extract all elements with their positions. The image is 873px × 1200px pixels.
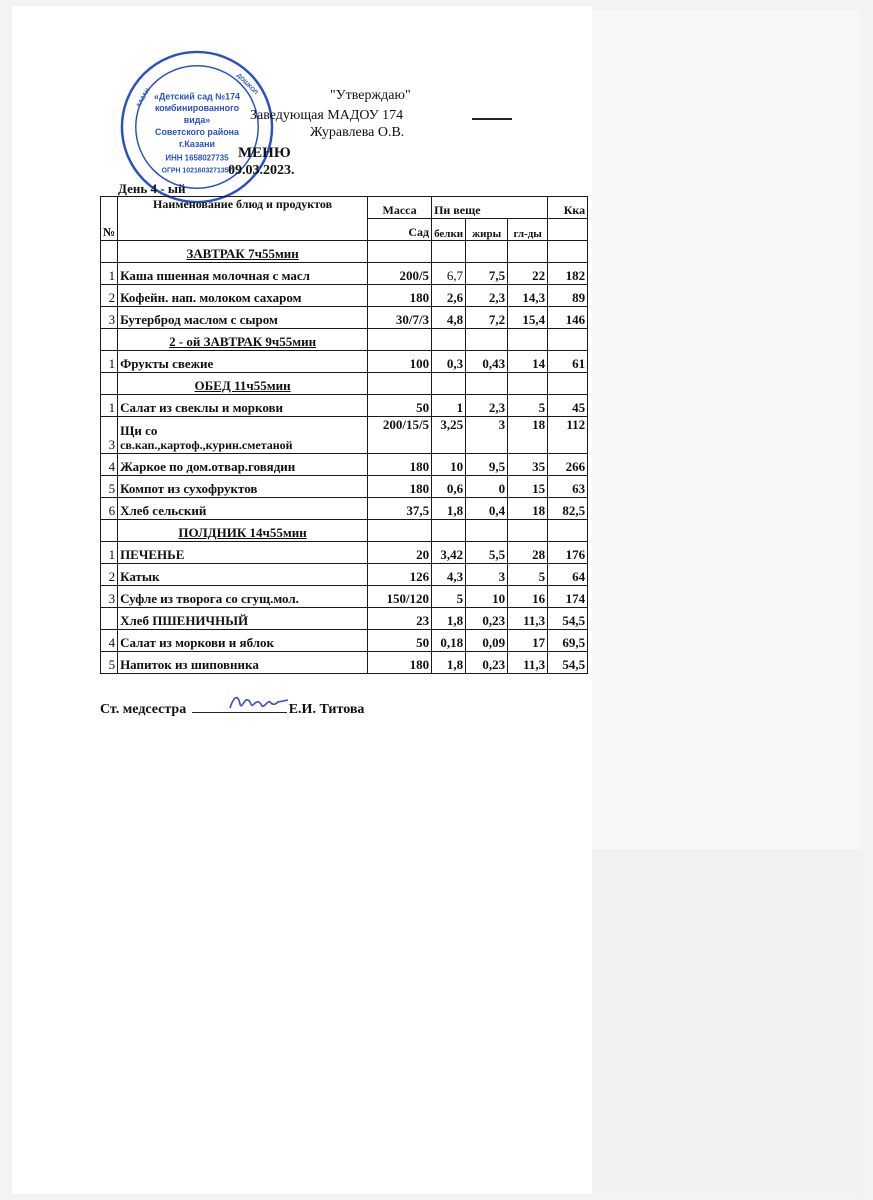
item-kcal: 63 bbox=[548, 476, 588, 498]
item-carbs: 16 bbox=[508, 586, 548, 608]
section-title: ОБЕД 11ч55мин bbox=[118, 373, 368, 395]
item-kcal: 112 bbox=[548, 417, 588, 454]
menu-item-row bbox=[101, 652, 588, 674]
header-empty bbox=[548, 219, 588, 241]
item-fats: 3 bbox=[466, 417, 508, 454]
item-name: Каша пшенная молочная с масл bbox=[118, 263, 368, 285]
menu-item-row bbox=[101, 564, 588, 586]
section-title: ПОЛДНИК 14ч55мин bbox=[118, 520, 368, 542]
svg-text:вида»: вида» bbox=[183, 115, 211, 126]
item-index: 6 bbox=[101, 498, 118, 520]
item-proteins: 10 bbox=[432, 454, 466, 476]
item-proteins: 0,18 bbox=[432, 630, 466, 652]
item-fats: 0 bbox=[466, 476, 508, 498]
item-name-line2: св.кап.,картоф.,курин.сметаной bbox=[120, 438, 293, 452]
item-mass: 50 bbox=[368, 395, 432, 417]
svg-text:комбинированного: комбинированного bbox=[154, 103, 240, 114]
item-kcal: 61 bbox=[548, 351, 588, 373]
item-name: Хлеб ПШЕНИЧНЫЙ bbox=[118, 608, 368, 630]
header-fats: жиры bbox=[466, 219, 508, 241]
section-row bbox=[101, 241, 588, 263]
header-nutrients: Пи веще bbox=[432, 197, 548, 219]
item-index bbox=[101, 608, 118, 630]
menu-item-row bbox=[101, 476, 588, 498]
section-title: ЗАВТРАК 7ч55мин bbox=[118, 241, 368, 263]
item-fats: 0,23 bbox=[466, 608, 508, 630]
item-fats: 0,4 bbox=[466, 498, 508, 520]
item-proteins: 1,8 bbox=[432, 652, 466, 674]
item-index: 3 bbox=[101, 417, 118, 454]
item-carbs: 5 bbox=[508, 395, 548, 417]
item-mass: 180 bbox=[368, 652, 432, 674]
item-name-line1: Щи со bbox=[120, 423, 158, 438]
menu-item-row bbox=[101, 263, 588, 285]
item-carbs: 5 bbox=[508, 564, 548, 586]
item-index: 2 bbox=[101, 564, 118, 586]
approval-name: Журавлева О.В. bbox=[310, 125, 405, 140]
item-proteins: 3,42 bbox=[432, 542, 466, 564]
item-mass: 50 bbox=[368, 630, 432, 652]
item-fats: 5,5 bbox=[466, 542, 508, 564]
item-mass: 30/7/3 bbox=[368, 307, 432, 329]
item-fats: 10 bbox=[466, 586, 508, 608]
section-empty-cell bbox=[466, 520, 508, 542]
section-empty-cell bbox=[432, 329, 466, 351]
item-carbs: 14,3 bbox=[508, 285, 548, 307]
item-fats: 0,43 bbox=[466, 351, 508, 373]
item-proteins: 1,8 bbox=[432, 608, 466, 630]
approval-title: "Утверждаю" bbox=[330, 88, 411, 103]
handwritten-signature bbox=[226, 690, 292, 716]
header-sad: Сад bbox=[368, 219, 432, 241]
item-name: Бутерброд маслом с сыром bbox=[118, 307, 368, 329]
item-kcal: 174 bbox=[548, 586, 588, 608]
item-carbs: 15 bbox=[508, 476, 548, 498]
item-name: Салат из моркови и яблок bbox=[118, 630, 368, 652]
item-fats: 0,23 bbox=[466, 652, 508, 674]
item-name: Фрукты свежие bbox=[118, 351, 368, 373]
menu-item-row bbox=[101, 608, 588, 630]
item-name: Кофейн. нап. молоком сахаром bbox=[118, 285, 368, 307]
item-fats: 7,5 bbox=[466, 263, 508, 285]
section-empty-cell bbox=[368, 520, 432, 542]
item-kcal: 45 bbox=[548, 395, 588, 417]
item-fats: 9,5 bbox=[466, 454, 508, 476]
svg-text:г.Казани: г.Казани bbox=[179, 138, 215, 149]
svg-text:ОГРН 1021603271357: ОГРН 1021603271357 bbox=[161, 167, 233, 175]
item-name: Катык bbox=[118, 564, 368, 586]
background-sheet-right bbox=[590, 10, 861, 850]
item-index: 4 bbox=[101, 630, 118, 652]
item-mass: 100 bbox=[368, 351, 432, 373]
item-name: Жаркое по дом.отвар.говядин bbox=[118, 454, 368, 476]
item-carbs: 28 bbox=[508, 542, 548, 564]
item-index: 4 bbox=[101, 454, 118, 476]
section-empty-cell bbox=[432, 241, 466, 263]
approval-position: Заведующая МАДОУ 174 bbox=[250, 108, 404, 123]
item-mass: 23 bbox=[368, 608, 432, 630]
header-name: Наименование блюд и продуктов bbox=[118, 197, 368, 241]
menu-item-row bbox=[101, 307, 588, 329]
section-title: 2 - ой ЗАВТРАК 9ч55мин bbox=[118, 329, 368, 351]
section-empty-cell bbox=[508, 329, 548, 351]
item-carbs: 11,3 bbox=[508, 652, 548, 674]
item-proteins: 3,25 bbox=[432, 417, 466, 454]
section-empty-cell bbox=[368, 373, 432, 395]
section-idx-cell bbox=[101, 373, 118, 395]
item-fats: 3 bbox=[466, 564, 508, 586]
document-day: День 4 - ый bbox=[118, 181, 186, 196]
item-carbs: 22 bbox=[508, 263, 548, 285]
item-fats: 0,09 bbox=[466, 630, 508, 652]
item-index: 1 bbox=[101, 542, 118, 564]
section-empty-cell bbox=[466, 329, 508, 351]
section-empty-cell bbox=[548, 329, 588, 351]
section-row bbox=[101, 329, 588, 351]
header-carbs: гл-ды bbox=[508, 219, 548, 241]
header-num: № bbox=[101, 197, 118, 241]
section-row bbox=[101, 520, 588, 542]
item-kcal: 266 bbox=[548, 454, 588, 476]
item-carbs: 17 bbox=[508, 630, 548, 652]
section-empty-cell bbox=[508, 241, 548, 263]
svg-text:«Детский сад №174: «Детский сад №174 bbox=[154, 91, 240, 102]
item-fats: 2,3 bbox=[466, 395, 508, 417]
item-kcal: 146 bbox=[548, 307, 588, 329]
section-empty-cell bbox=[508, 520, 548, 542]
item-kcal: 82,5 bbox=[548, 498, 588, 520]
item-name bbox=[118, 417, 368, 454]
item-index: 1 bbox=[101, 395, 118, 417]
item-fats: 7,2 bbox=[466, 307, 508, 329]
item-carbs: 15,4 bbox=[508, 307, 548, 329]
item-proteins: 1 bbox=[432, 395, 466, 417]
item-proteins: 1,8 bbox=[432, 498, 466, 520]
menu-item-row bbox=[101, 454, 588, 476]
item-proteins: 6,7 bbox=[432, 263, 466, 285]
item-mass: 180 bbox=[368, 454, 432, 476]
item-mass: 37,5 bbox=[368, 498, 432, 520]
menu-item-row bbox=[101, 630, 588, 652]
document-date: 09.03.2023. bbox=[228, 163, 295, 178]
section-idx-cell bbox=[101, 329, 118, 351]
item-carbs: 18 bbox=[508, 417, 548, 454]
section-empty-cell bbox=[548, 520, 588, 542]
menu-table bbox=[100, 196, 588, 674]
item-mass: 200/5 bbox=[368, 263, 432, 285]
item-proteins: 0,6 bbox=[432, 476, 466, 498]
section-idx-cell bbox=[101, 520, 118, 542]
footer-name: Е.И. Титова bbox=[288, 702, 365, 717]
header-kcal: Кка bbox=[548, 197, 588, 219]
item-carbs: 18 bbox=[508, 498, 548, 520]
menu-item-row bbox=[101, 417, 588, 454]
item-mass: 150/120 bbox=[368, 586, 432, 608]
item-carbs: 11,3 bbox=[508, 608, 548, 630]
menu-item-row bbox=[101, 542, 588, 564]
menu-item-row bbox=[101, 586, 588, 608]
item-mass: 180 bbox=[368, 476, 432, 498]
item-kcal: 54,5 bbox=[548, 652, 588, 674]
item-name: ПЕЧЕНЬЕ bbox=[118, 542, 368, 564]
item-kcal: 64 bbox=[548, 564, 588, 586]
item-kcal: 182 bbox=[548, 263, 588, 285]
svg-text:ИНН 1658027735: ИНН 1658027735 bbox=[165, 153, 229, 163]
item-index: 1 bbox=[101, 351, 118, 373]
section-empty-cell bbox=[548, 241, 588, 263]
item-name: Компот из сухофруктов bbox=[118, 476, 368, 498]
document-title: МЕНЮ bbox=[238, 145, 291, 161]
item-kcal: 69,5 bbox=[548, 630, 588, 652]
menu-item-row bbox=[101, 351, 588, 373]
item-fats: 2,3 bbox=[466, 285, 508, 307]
item-mass: 200/15/5 bbox=[368, 417, 432, 454]
menu-item-row bbox=[101, 285, 588, 307]
item-mass: 180 bbox=[368, 285, 432, 307]
section-empty-cell bbox=[466, 241, 508, 263]
item-index: 1 bbox=[101, 263, 118, 285]
section-empty-cell bbox=[548, 373, 588, 395]
item-carbs: 35 bbox=[508, 454, 548, 476]
item-index: 3 bbox=[101, 586, 118, 608]
item-name: Хлеб сельский bbox=[118, 498, 368, 520]
section-row bbox=[101, 373, 588, 395]
item-kcal: 176 bbox=[548, 542, 588, 564]
menu-item-row bbox=[101, 395, 588, 417]
footer-role: Ст. медсестра bbox=[100, 702, 187, 717]
section-empty-cell bbox=[466, 373, 508, 395]
item-proteins: 5 bbox=[432, 586, 466, 608]
item-kcal: 89 bbox=[548, 285, 588, 307]
item-kcal: 54,5 bbox=[548, 608, 588, 630]
item-proteins: 0,3 bbox=[432, 351, 466, 373]
item-name: Напиток из шиповника bbox=[118, 652, 368, 674]
section-empty-cell bbox=[368, 329, 432, 351]
section-empty-cell bbox=[432, 520, 466, 542]
item-name: Суфле из творога со сгущ.мол. bbox=[118, 586, 368, 608]
svg-text:ДОШКОЛ: ДОШКОЛ bbox=[235, 72, 259, 97]
section-empty-cell bbox=[432, 373, 466, 395]
item-index: 5 bbox=[101, 476, 118, 498]
section-empty-cell bbox=[508, 373, 548, 395]
item-proteins: 4,3 bbox=[432, 564, 466, 586]
item-carbs: 14 bbox=[508, 351, 548, 373]
item-index: 2 bbox=[101, 285, 118, 307]
svg-text:Советского района: Советского района bbox=[155, 126, 239, 137]
header-row-1 bbox=[101, 197, 588, 219]
svg-text:КАЗАН: КАЗАН bbox=[136, 87, 152, 109]
menu-item-row bbox=[101, 498, 588, 520]
item-proteins: 2,6 bbox=[432, 285, 466, 307]
item-mass: 126 bbox=[368, 564, 432, 586]
item-mass: 20 bbox=[368, 542, 432, 564]
item-index: 3 bbox=[101, 307, 118, 329]
item-name: Салат из свеклы и моркови bbox=[118, 395, 368, 417]
section-empty-cell bbox=[368, 241, 432, 263]
item-index: 5 bbox=[101, 652, 118, 674]
section-idx-cell bbox=[101, 241, 118, 263]
item-proteins: 4,8 bbox=[432, 307, 466, 329]
header-proteins: белки bbox=[432, 219, 466, 241]
header-mass: Масса bbox=[368, 197, 432, 219]
approval-signature-line bbox=[472, 118, 512, 120]
